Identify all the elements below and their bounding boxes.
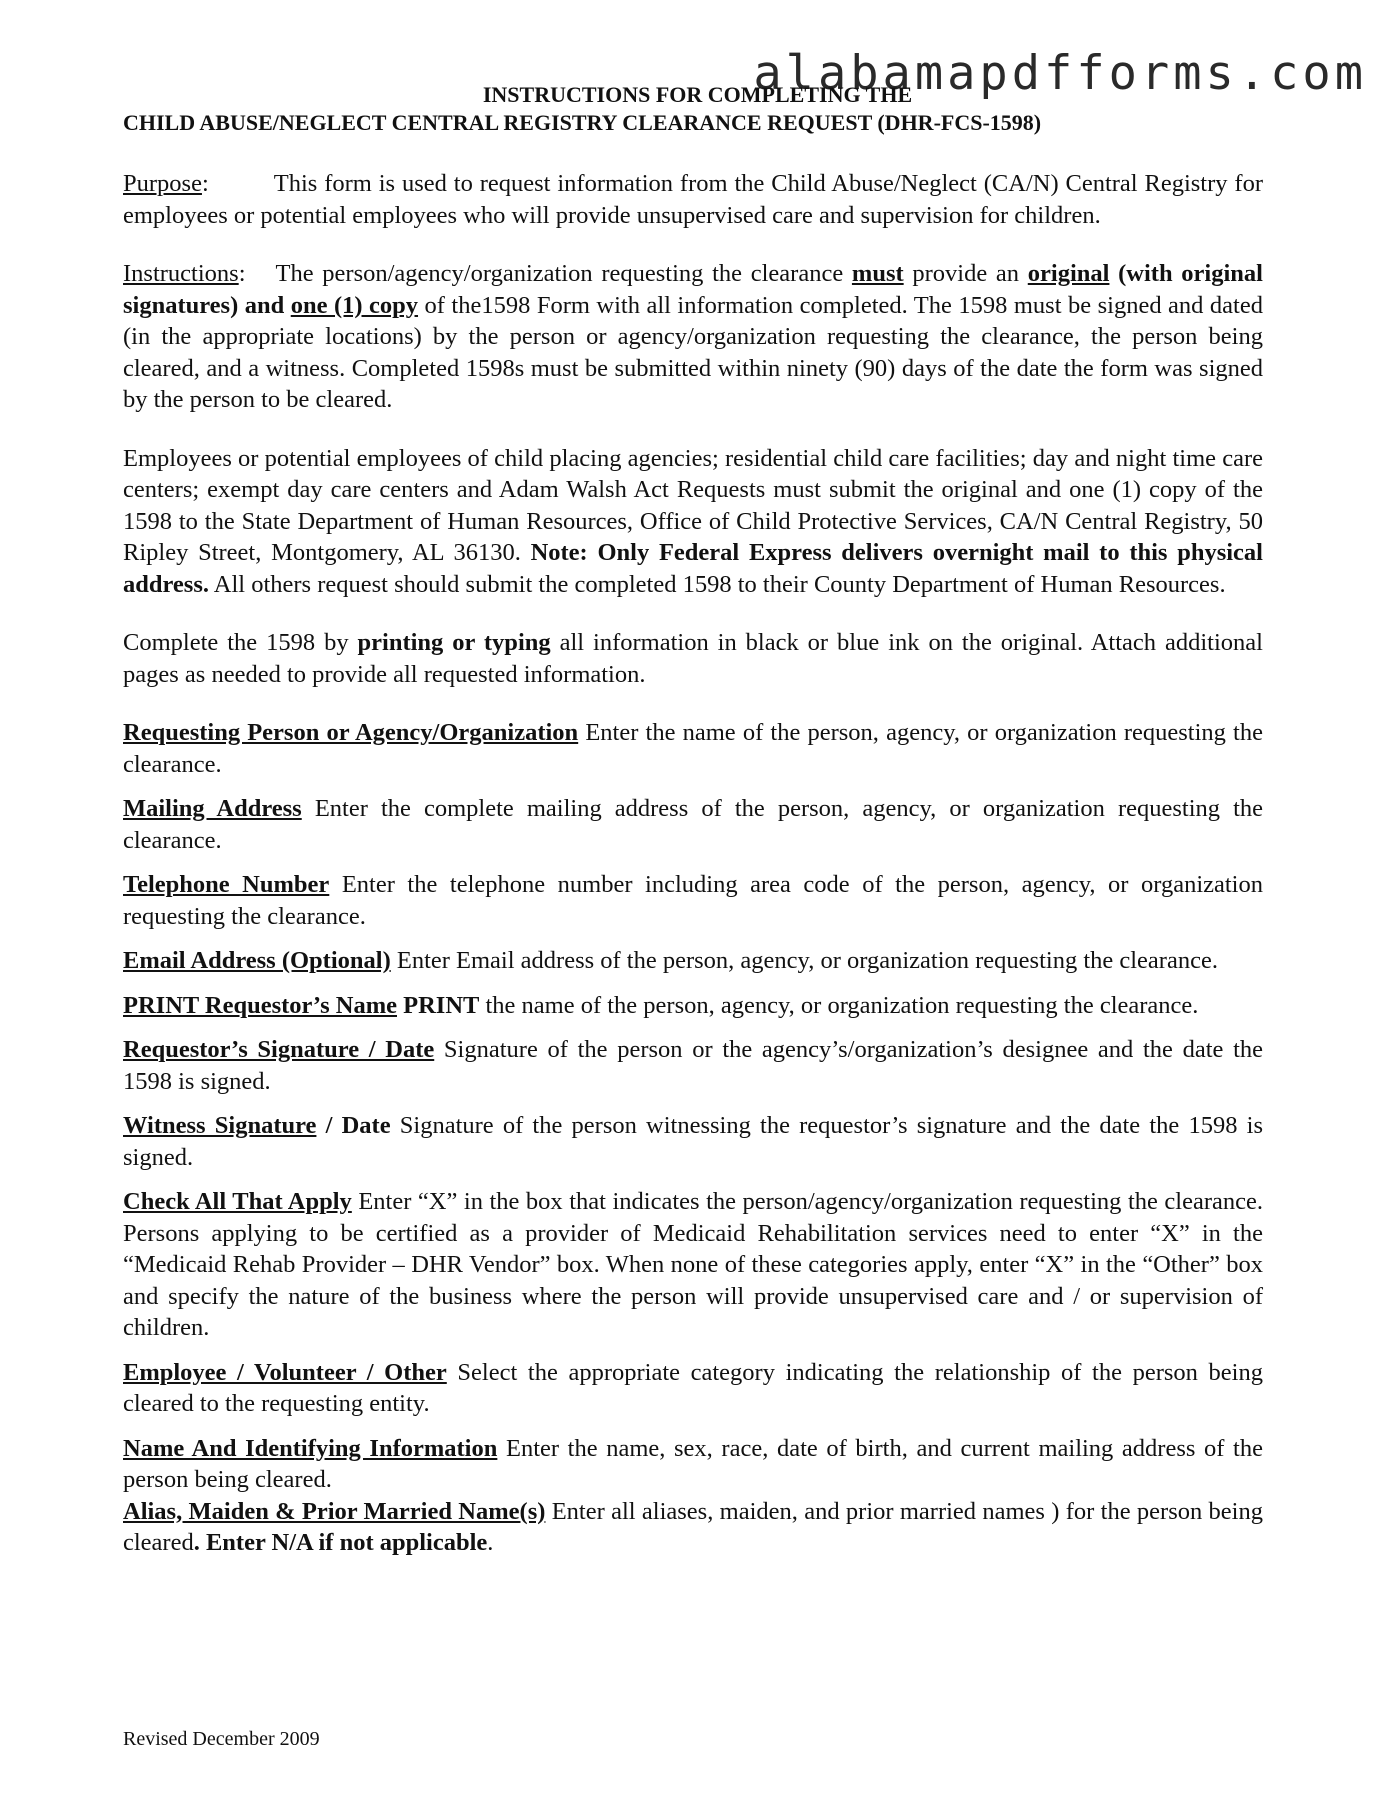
- purpose-text: This form is used to request information from the Child Abuse/Neglect (CA/N) Central Registry for employees or potential employees who will provide unsupervised care and supervision for children.: [123, 170, 1263, 229]
- check-all-paragraph: [123, 1186, 1263, 1344]
- witness-paragraph: [123, 1110, 1263, 1173]
- employees-text-2: All others request should submit the completed 1598 to their County Department of Human Resources.: [209, 570, 1226, 598]
- name-info-label: Name And Identifying Information: [123, 1434, 498, 1462]
- telephone-label: Telephone Number: [123, 871, 330, 898]
- instructions-text-1: The person/agency/organization requesting the clearance: [275, 260, 852, 287]
- alias-end: .: [487, 1529, 494, 1556]
- complete-paragraph: [123, 627, 1263, 690]
- revision-footer: Revised December 2009: [123, 1728, 320, 1750]
- purpose-colon: :: [201, 170, 209, 197]
- requesting-label: Requesting Person or Agency/Organization: [123, 719, 579, 746]
- complete-bold: printing or typing: [357, 629, 551, 656]
- witness-label: Witness Signature: [123, 1112, 317, 1139]
- name-info-text: Enter the name, sex, race, date of birth, and current mailing address of the person being cleared.: [123, 1434, 1263, 1493]
- check-all-label: Check All That Apply: [123, 1188, 352, 1215]
- email-paragraph: [123, 945, 1263, 977]
- employees-paragraph: [123, 443, 1263, 601]
- instructions-label: Instructions: [123, 260, 239, 287]
- instructions-colon: :: [238, 260, 246, 287]
- instructions-copy: one (1) copy: [290, 291, 419, 319]
- purpose-label: Purpose: [123, 170, 202, 197]
- email-label: Email Address (Optional): [123, 947, 391, 974]
- employee-text: Select the appropriate category indicating the relationship of the person being cleared to the requesting entity.: [123, 1358, 1263, 1417]
- mailing-paragraph: [123, 793, 1263, 856]
- instructions-text-4: of the1598 Form with all information completed. The 1598 must be signed and dated (in the appropriate locations) by the person or agency/organization requesting the clearance, the person being cleared, and a witness. Completed 1598s must be submitted within ninety (90) days of the date the form was signed by the person to be cleared.: [123, 291, 1263, 413]
- watermark: alabamapdfforms.com: [753, 46, 1367, 101]
- instructions-paragraph: [123, 258, 1263, 416]
- telephone-text: Enter the telephone number including area code of the person, agency, or organization requesting the clearance.: [123, 871, 1263, 930]
- alias-text: Enter all aliases, maiden, and prior married names ) for the person being cleared: [123, 1497, 1263, 1556]
- employees-note: Note: Only Federal Express delivers overnight mail to this physical address.: [123, 539, 1263, 598]
- requesting-paragraph: [123, 717, 1263, 780]
- alias-bold: . Enter N/A if not applicable: [193, 1529, 488, 1556]
- alias-paragraph: [123, 1496, 1263, 1559]
- title-line-1: INSTRUCTIONS FOR COMPLETING THE: [482, 82, 913, 107]
- witness-bold: / Date: [316, 1112, 391, 1139]
- mailing-text: Enter the complete mailing address of the person, agency, or organization requesting the clearance.: [123, 795, 1264, 854]
- req-signature-paragraph: [123, 1034, 1263, 1097]
- telephone-paragraph: [123, 869, 1263, 932]
- email-text: Enter Email address of the person, agency, or organization requesting the clearance.: [390, 947, 1218, 974]
- print-name-bold: PRINT: [397, 991, 480, 1019]
- print-name-paragraph: [123, 990, 1263, 1022]
- purpose-paragraph: [123, 168, 1263, 231]
- instructions-text-3: (with original signatures) and: [123, 260, 1263, 319]
- alias-label: Alias, Maiden & Prior Married Name(s): [123, 1497, 546, 1525]
- employee-paragraph: [123, 1357, 1263, 1420]
- employee-label: Employee / Volunteer / Other: [123, 1358, 447, 1386]
- requesting-text: Enter the name of the person, agency, or organization requesting the clearance.: [123, 719, 1263, 778]
- complete-text-1: Complete the 1598 by: [123, 629, 358, 656]
- check-all-text: Enter “X” in the box that indicates the person/agency/organization requesting the clearance. Persons applying to be certified as a provider of Medicaid Rehabilitation services need to enter “X” in the “Medicaid Rehab Provider – DHR Vendor” box. When none of these categories apply, enter “X” in the “Other” box and specify the nature of the business where the person will provide unsupervised care and / or supervision of children.: [123, 1188, 1263, 1341]
- req-signature-text: Signature of the person or the agency’s/organization’s designee and the date the 1598 is signed.: [123, 1036, 1263, 1095]
- witness-text: Signature of the person witnessing the requestor’s signature and the date the 1598 is signed.: [123, 1112, 1263, 1171]
- instructions-text-2: provide an: [903, 260, 1028, 287]
- mailing-label: Mailing Address: [123, 795, 302, 822]
- document-body: [123, 168, 1263, 1559]
- complete-text-2: all information in black or blue ink on the original. Attach additional pages as needed to provide all requested information.: [123, 629, 1263, 688]
- instructions-original: original: [1027, 260, 1110, 287]
- req-signature-label: Requestor’s Signature / Date: [123, 1036, 435, 1063]
- title-line-2: CHILD ABUSE/NEGLECT CENTRAL REGISTRY CLEARANCE REQUEST (DHR-FCS-1598): [123, 110, 1042, 135]
- print-name-label: PRINT Requestor’s Name: [123, 991, 397, 1019]
- employees-text-1: Employees or potential employees of child placing agencies; residential child care facilities; day and night time care centers; exempt day care centers and Adam Walsh Act Requests must submit the original and one (1) copy of the 1598 to the State Department of Human Resources, Office of Child Protective Services, CA/N Central Registry, 50 Ripley Street, Montgomery, AL 36130.: [123, 444, 1263, 566]
- print-name-text: the name of the person, agency, or organization requesting the clearance.: [479, 991, 1199, 1019]
- name-info-paragraph: [123, 1433, 1263, 1496]
- instructions-must: must: [851, 260, 904, 287]
